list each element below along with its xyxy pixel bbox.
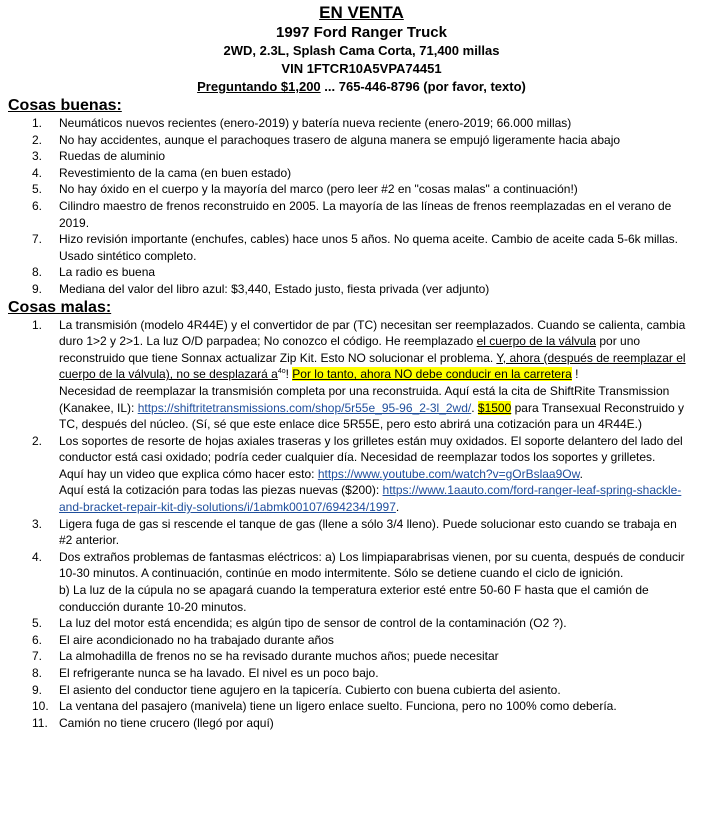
item-text: La ventana del pasajero (manivela) tiene un ligero enlace suelto. Funciona, pero no 100% como debería. [59, 699, 617, 714]
flyer-header [32, 0, 691, 96]
item-text: El asiento del conductor tiene agujero en la tapicería. Cubierto con buena cubierta del asiento. [59, 682, 561, 697]
item-number: 8. [32, 265, 43, 280]
list-item [32, 231, 691, 264]
item-text: El aire acondicionado no ha trabajado durante años [59, 632, 334, 647]
contact-phone: ... 765-446-8796 (por favor, texto) [320, 79, 526, 94]
list-item-transmission [32, 317, 691, 433]
item-text: Los soportes de resorte de hojas axiales traseras y los grilletes están muy oxidados. El soporte delantero del lado del conductor está casi oxidado; podría ceder cualquier día. Necesidad de reemplazar todos los soportes y grilletes. [59, 433, 683, 465]
item-text: ! [285, 367, 293, 382]
good-heading: Cosas buenas: [8, 97, 122, 114]
item-number: 1. [32, 317, 43, 332]
item-number: 2. [32, 433, 43, 448]
item-text: Hizo revisión importante (enchufes, cables) hace unos 5 años. No quema aceite. Cambio de aceite cada 5-6k millas. Usado sintético completo. [59, 232, 678, 263]
vehicle-specs: 2WD, 2.3L, Splash Cama Corta, 71,400 millas [223, 43, 500, 58]
item-text: El refrigerante nunca se ha lavado. El nivel es un poco bajo. [59, 666, 379, 680]
item-number: 6. [32, 632, 43, 647]
list-item [32, 264, 691, 281]
item-text: Aquí está la cotización para todas las piezas nuevas ($200): [59, 483, 383, 498]
item-text: ! [571, 367, 579, 382]
item-number: 7. [32, 232, 43, 247]
list-item [32, 632, 691, 649]
asking-price-line [32, 78, 691, 96]
item-text: . [471, 400, 478, 415]
list-item [32, 682, 691, 699]
item-number: 4. [32, 549, 43, 564]
list-item [32, 665, 691, 682]
item-text: Ruedas de aluminio [59, 149, 166, 164]
item-number: 1. [32, 116, 43, 130]
item-text: Mediana del valor del libro azul: $3,440, Estado justo, fiesta privada (ver adjunto) [59, 281, 490, 296]
asking-price: Preguntando $1,200 [197, 79, 321, 94]
list-item [32, 615, 691, 632]
item-text: Cilindro maestro de frenos reconstruido en 2005. La mayoría de las líneas de frenos reemplazadas en el verano de 2019. [59, 198, 672, 230]
item-number: 2. [32, 132, 43, 147]
item-text: b) La luz de la cúpula no se apagará cuando la temperatura exterior esté entre 50-60 F hasta que el camión de conducción durante 10-20 minutos. [59, 583, 649, 614]
item-number: 9. [32, 281, 43, 296]
list-item [32, 181, 691, 198]
item-number: 11. [32, 715, 48, 730]
item-number: 5. [32, 616, 43, 631]
item-number: 9. [32, 682, 43, 697]
highlighted-price: $1500 [477, 400, 512, 415]
item-text: La luz del motor está encendida; es algún tipo de sensor de control de la contaminación (O2 ?). [59, 616, 567, 631]
item-number: 10. [32, 699, 49, 714]
list-item [32, 281, 691, 298]
item-text: Revestimiento de la cama (en buen estado) [59, 165, 292, 180]
item-text: La almohadilla de frenos no se ha revisado durante muchos años; puede necesitar [59, 649, 499, 664]
list-item-springs [32, 433, 691, 516]
sale-title: EN VENTA [319, 3, 404, 22]
list-item [32, 115, 691, 132]
item-text: . [579, 466, 583, 481]
superscript: 4o [277, 368, 286, 376]
vehicle-vin: VIN 1FTCR10A5VPA74451 [281, 61, 442, 76]
item-text-underlined: Y, ahora (después de reemplazar el cuerpo de la válvula), no se desplazará a [59, 350, 686, 382]
item-number: 5. [32, 182, 43, 197]
item-text: La radio es buena [59, 265, 156, 280]
list-item [32, 516, 691, 549]
item-number: 3. [32, 516, 43, 531]
item-text: Necesidad de reemplazar la transmisión completa por una reconstruida. Aquí está la cita de ShiftRite Transmission (Kanakee, IL): [59, 383, 670, 415]
item-number: 3. [32, 149, 43, 164]
item-text: No hay óxido en el cuerpo y la mayoría del marco (pero leer #2 en "cosas malas" a continuación!) [59, 182, 578, 197]
item-number: 6. [32, 198, 43, 213]
list-item-electrical [32, 549, 691, 615]
bad-heading: Cosas malas: [8, 298, 112, 316]
highlighted-warning: Por lo tanto, ahora NO debe conducir en la carretera [292, 367, 572, 382]
item-text: por uno reconstruido que tiene Sonnax actualizar Zip Kit. Esto NO solucionar el problema. [59, 334, 641, 365]
item-text: . [395, 500, 400, 515]
bad-list [32, 317, 691, 732]
item-number: 4. [32, 165, 43, 180]
item-text: Camión no tiene crucero (llegó por aquí) [59, 715, 274, 730]
list-item [32, 648, 691, 665]
list-item [32, 198, 691, 231]
shiftrite-link[interactable]: https://shiftritetransmissions.com/shop/5r55e_95-96_2-3l_2wd/ [137, 400, 472, 415]
item-number: 8. [32, 666, 43, 680]
item-text: para Transexual Reconstruido y TC, después del núcleo. (Sí, sé que este enlace dice 5R55E, pero esto abrirá una cotización para un 4R44E.) [59, 400, 685, 432]
item-text: No hay accidentes, aunque el parachoques trasero de alguna manera se empujó ligeramente hacia abajo [59, 132, 621, 147]
item-text: Dos extraños problemas de fantasmas eléctricos: a) Los limpiaparabrisas vienen, por su cuenta, después de conducir 10-30 minutos. A continuación, continúe en modo intermitente. Sólo se detiene cuando el ciclo de ignición. [59, 549, 685, 581]
list-item [32, 165, 691, 182]
item-number: 7. [32, 649, 43, 664]
good-list [32, 115, 691, 298]
item-text: Aquí hay un video que explica cómo hacer esto: [59, 466, 318, 481]
vehicle-model: 1997 Ford Ranger Truck [276, 24, 447, 41]
list-item [32, 148, 691, 165]
youtube-link[interactable]: https://www.youtube.com/watch?v=gOrBslaa9Ow [317, 466, 580, 481]
list-item [32, 715, 691, 732]
list-item [32, 698, 691, 715]
item-text-underlined: el cuerpo de la válvula [476, 334, 597, 349]
item-text: Neumáticos nuevos recientes (enero-2019) y batería nueva reciente (enero-2019; 66.000 millas) [59, 116, 572, 130]
item-text: La transmisión (modelo 4R44E) y el convertidor de par (TC) necesitan ser reemplazados. Cuando se calienta, cambia duro 1>2 y 2>1. La luz O/D parpadea; No conozco el código. He reemplazado [59, 317, 686, 349]
list-item [32, 132, 691, 149]
item-text: Ligera fuga de gas si rescende el tanque de gas (llene a sólo 3/4 lleno). Puede solucionar esto cuando se trabaja en #2 anterior. [59, 516, 677, 548]
parts-link[interactable]: https://www.1aauto.com/ford-ranger-leaf-spring-shackle-and-bracket-repair-kit-diy-solutions/i/1abmk00107/694234/1997 [59, 483, 682, 515]
